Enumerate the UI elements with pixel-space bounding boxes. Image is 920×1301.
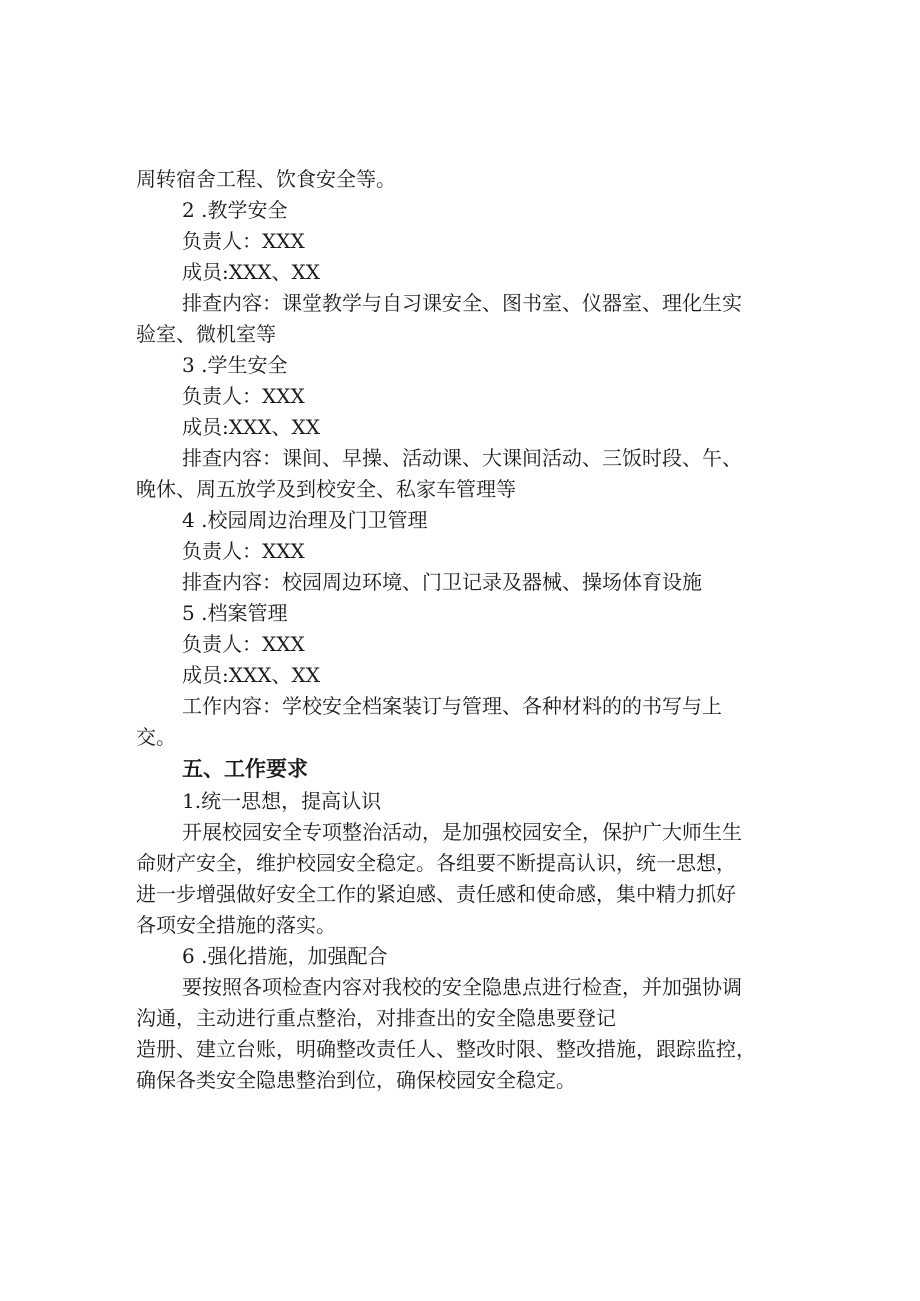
paragraph-line: 造册、建立台账，明确整改责任人、整改时限、整改措施，跟踪监控，: [136, 1037, 756, 1061]
members: 成员:XXX、XX: [182, 663, 320, 687]
paragraph-line: 周转宿舍工程、饮食安全等。: [136, 167, 396, 191]
responsible-person: 负责人：XXX: [182, 384, 305, 408]
chapter-heading: 五、工作要求: [182, 757, 308, 781]
check-content: 排查内容：校园周边环境、门卫记录及器械、操场体育设施: [182, 570, 702, 594]
paragraph-line: 各项安全措施的落实。: [136, 913, 336, 937]
section-title: 2 .教学安全: [182, 198, 288, 222]
paragraph-line: 进一步增强做好安全工作的紧迫感、责任感和使命感，集中精力抓好: [136, 882, 736, 906]
section-title: 3 .学生安全: [182, 353, 288, 377]
paragraph-line: 交。: [136, 725, 176, 749]
paragraph-line: 确保各类安全隐患整治到位，确保校园安全稳定。: [136, 1068, 576, 1092]
section-title: 4 .校园周边治理及门卫管理: [182, 508, 428, 532]
responsible-person: 负责人：XXX: [182, 539, 305, 563]
paragraph-line: 沟通，主动进行重点整治，对排查出的安全隐患要登记: [136, 1006, 616, 1030]
work-content: 工作内容：学校安全档案装订与管理、各种材料的的书写与上: [182, 694, 722, 718]
section-title: 6 .强化措施，加强配合: [182, 944, 388, 968]
section-title: 5 .档案管理: [182, 601, 288, 625]
paragraph-line: 晚休、周五放学及到校安全、私家车管理等: [136, 477, 516, 501]
responsible-person: 负责人：XXX: [182, 632, 305, 656]
check-content: 排查内容：课堂教学与自习课安全、图书室、仪器室、理化生实: [182, 291, 742, 315]
members: 成员:XXX、XX: [182, 415, 320, 439]
check-content: 排查内容：课间、早操、活动课、大课间活动、三饭时段、午、: [182, 446, 742, 470]
section-title: 1.统一思想，提高认识: [182, 789, 382, 813]
members: 成员:XXX、XX: [182, 260, 320, 284]
paragraph-line: 要按照各项检查内容对我校的安全隐患点进行检查，并加强协调: [182, 975, 742, 999]
paragraph-line: 开展校园安全专项整治活动，是加强校园安全，保护广大师生生: [182, 820, 742, 844]
paragraph-line: 命财产安全，维护校园安全稳定。各组要不断提高认识，统一思想，: [136, 851, 736, 875]
responsible-person: 负责人：XXX: [182, 229, 305, 253]
paragraph-line: 验室、微机室等: [136, 322, 276, 346]
